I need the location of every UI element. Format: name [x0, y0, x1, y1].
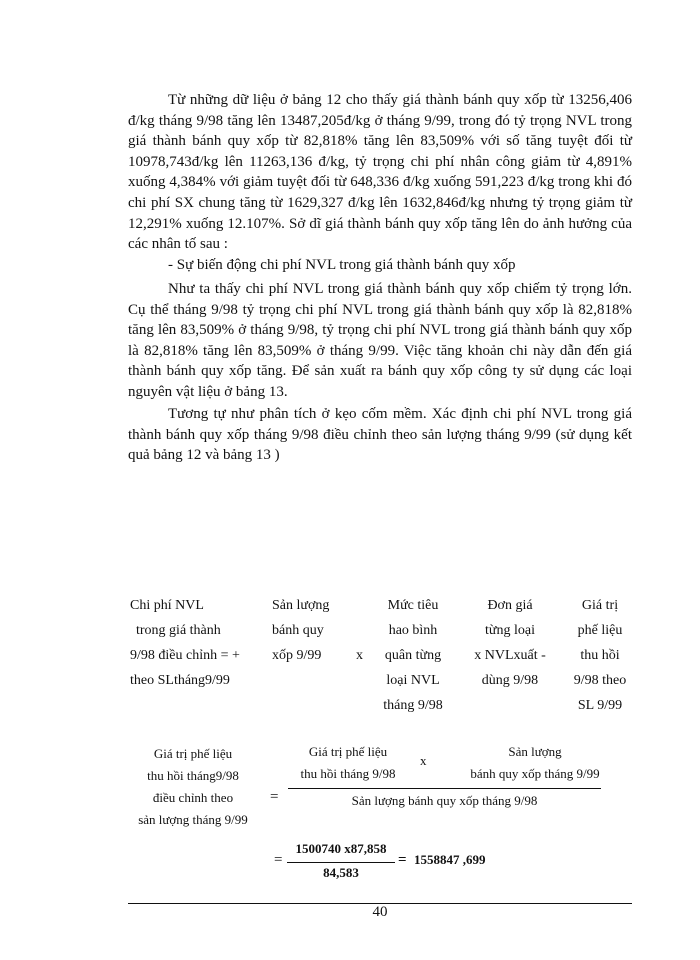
- paragraph-method: Tương tự như phân tích ở kẹo cốm mềm. Xác định chi phí NVL trong giá thành bánh quy xốp tháng 9/98 điều chỉnh theo sản lượng tháng 9/99 (sử dụng kết quả bảng 12 và bảng 13 ): [128, 406, 632, 464]
- formula2-num-a-line: thu hồi tháng 9/98: [300, 766, 396, 781]
- formula2-numerator-b: [470, 741, 600, 785]
- paragraph-analysis-intro: Từ những dữ liệu ở bảng 12 cho thấy giá thành bánh quy xốp từ 13256,406 đ/kg tháng 9/98 tăng lên 13487,205đ/kg ở tháng 9/99, trong đó tỷ trọng NVL trong giá thành bánh quy xốp từ 82,818% tăng lên 83,509% với số tăng tuyệt đối từ 10978,743đ/kg lên 11263,136 đ/kg, tỷ trọng chi phí nhân công giảm từ 4,891% xuống 4,384% với giảm tuyệt đối từ 648,336 đ/kg xuống 591,223 đ/kg trong khi đó chi phí SX chung tăng từ 1629,327 đ/kg lên 1632,846đ/kg nhưng tỷ trọng giảm từ 12,291% xuống 12.107%. Sở dĩ giá thành bánh quy xốp tăng lên do ảnh hưởng của các nhân tố sau :: [128, 92, 632, 253]
- formula1-unit-price-line: từng loại: [485, 623, 535, 638]
- formula1-consumption-line: tháng 9/98: [383, 698, 443, 713]
- formula2-multiply-sign: x: [420, 753, 427, 768]
- formula1-output-line: Sản lượng: [272, 598, 330, 613]
- formula3-equals-2: =: [398, 852, 407, 868]
- formula1-output-line: bánh quy: [272, 623, 324, 638]
- page-number: 40: [372, 904, 388, 920]
- formula1-scrap-line: phế liệu: [577, 623, 623, 638]
- formula1-lhs-line: theo SLtháng9/99: [130, 673, 230, 688]
- bullet-nvl-variation: - Sự biến động chi phí NVL trong giá thành bánh quy xốp: [168, 257, 516, 273]
- formula3-result: 1558847 ,699: [414, 852, 486, 867]
- formula3-numerator: 1500740 x87,858: [295, 841, 387, 856]
- formula2-lhs-line: thu hồi tháng9/98: [147, 768, 239, 783]
- formula2-denominator: Sản lượng bánh quy xốp tháng 9/98: [351, 793, 538, 808]
- formula2-numerator-a: [288, 741, 408, 785]
- formula1-scrap-line: 9/98 theo: [573, 673, 627, 688]
- formula1-output: [272, 593, 329, 668]
- formula1-lhs: [130, 593, 240, 693]
- formula3-denominator: 84,583: [323, 865, 359, 880]
- formula2-num-b-line: bánh quy xốp tháng 9/99: [470, 766, 600, 781]
- formula1-lhs-line: trong giá thành: [136, 623, 221, 638]
- formula1-unit-price-line: Đơn giá: [487, 598, 533, 613]
- formula1-consumption: [376, 593, 450, 718]
- formula1-scrap-line: Giá trị: [581, 598, 619, 613]
- formula1-consumption-line: quân từng: [384, 648, 442, 663]
- formula1-scrap-line: SL 9/99: [577, 698, 623, 713]
- formula1-scrap-value: [562, 593, 638, 718]
- formula1-multiply-sign: x: [356, 648, 363, 663]
- formula1-unit-price: [462, 593, 558, 693]
- formula2-num-a-line: Giá trị phế liệu: [308, 744, 388, 759]
- formula1-output-line: xốp 9/99: [272, 648, 322, 663]
- formula2-fraction-bar: [288, 788, 601, 789]
- formula1-unit-price-line: dùng 9/98: [481, 673, 539, 688]
- formula1-lhs-line: 9/98 điều chỉnh = +: [130, 648, 240, 663]
- paragraph-nvl-share: Như ta thấy chi phí NVL trong giá thành bánh quy xốp chiếm tỷ trọng lớn. Cụ thể tháng 9/98 tỷ trọng chi phí NVL trong giá thành bánh quy xốp là 82,818% tăng lên 83,509% ở tháng 9/98, tỷ trọng chi phí NVL trong giá thành bánh quy xốp là 82,818% tăng lên 83,509% ở tháng 9/99. Việc tăng khoản chi này dẫn đến giá thành bánh quy xốp tăng. Để sản xuất ra bánh quy xốp công ty sử dụng các loại nguyên vật liệu ở bảng 13.: [128, 281, 632, 400]
- formula2-lhs-line: sản lượng tháng 9/99: [138, 812, 248, 827]
- formula2-num-b-line: Sản lượng: [508, 744, 562, 759]
- formula2-equals: =: [270, 789, 279, 805]
- formula1-consumption-line: loại NVL: [386, 673, 440, 688]
- formula3-equals: =: [274, 852, 283, 868]
- formula2-lhs-line: điều chỉnh theo: [152, 790, 234, 805]
- formula1-unit-price-line: x NVLxuất -: [474, 648, 546, 663]
- formula1-lhs-line: Chi phí NVL: [130, 598, 204, 613]
- formula2-lhs-line: Giá trị phế liệu: [153, 746, 233, 761]
- formula1-scrap-line: thu hồi: [580, 648, 620, 663]
- formula1-consumption-line: hao bình: [388, 623, 438, 638]
- formula1-consumption-line: Mức tiêu: [387, 598, 439, 613]
- formula2-lhs: [128, 743, 258, 831]
